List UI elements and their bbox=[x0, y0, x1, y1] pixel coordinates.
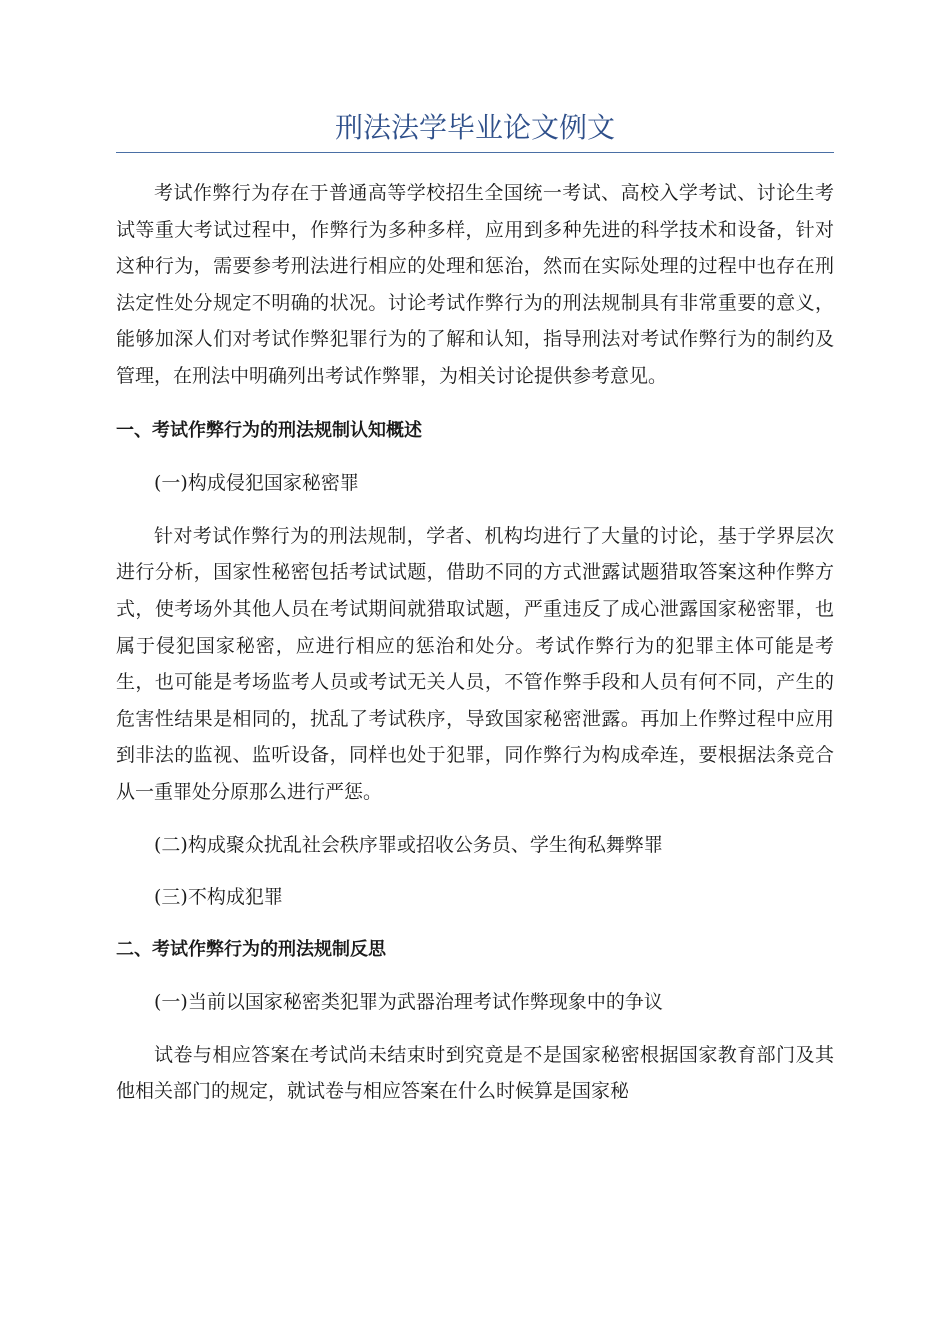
subsection-heading-1-3: (三)不构成犯罪 bbox=[154, 886, 283, 909]
document-title: 刑法法学毕业论文例文 bbox=[116, 108, 834, 153]
section-2-paragraph-1: 试卷与相应答案在考试尚未结束时到究竟是不是国家秘密根据国家教育部门及其他相关部门的规定，就试卷与相应答案在什么时候算是国家秘 bbox=[116, 1043, 834, 1103]
document-page bbox=[116, 108, 834, 1110]
subsection-heading-1-2: (二)构成聚众扰乱社会秩序罪或招收公务员、学生徇私舞弊罪 bbox=[154, 833, 663, 856]
document-body bbox=[116, 175, 834, 1110]
subsection-heading-1-1: (一)构成侵犯国家秘密罪 bbox=[154, 472, 359, 495]
intro-paragraph: 考试作弊行为存在于普通高等学校招生全国统一考试、高校入学考试、讨论生考试等重大考试过程中，作弊行为多种多样，应用到多种先进的科学技术和设备，针对这种行为，需要参考刑法进行相应的处理和惩治，然而在实际处理的过程中也存在刑法定性处分规定不明确的状况。讨论考试作弊行为的刑法规制具有非常重要的意义，能够加深人们对考试作弊犯罪行为的了解和认知，指导刑法对考试作弊行为的制约及管理，在刑法中明确列出考试作弊罪，为相关讨论提供参考意见。 bbox=[116, 182, 834, 387]
section-heading-1: 一、考试作弊行为的刑法规制认知概述 bbox=[116, 419, 422, 441]
section-heading-2: 二、考试作弊行为的刑法规制反思 bbox=[116, 938, 386, 960]
subsection-heading-2-1: (一)当前以国家秘密类犯罪为武器治理考试作弊现象中的争议 bbox=[154, 991, 663, 1014]
section-1-paragraph-1: 针对考试作弊行为的刑法规制，学者、机构均进行了大量的讨论，基于学界层次进行分析，国家性秘密包括考试试题，借助不同的方式泄露试题猎取答案这种作弊方式，使考场外其他人员在考试期间就猎取试题，严重违反了成心泄露国家秘密罪，也属于侵犯国家秘密，应进行相应的惩治和处分。考试作弊行为的犯罪主体可能是考生，也可能是考场监考人员或考试无关人员，不管作弊手段和人员有何不同，产生的危害性结果是相同的，扰乱了考试秩序，导致国家秘密泄露。再加上作弊过程中应用到非法的监视、监听设备，同样也处于犯罪，同作弊行为构成牵连，要根据法条竞合从一重罪处分原那么进行严惩。 bbox=[116, 524, 834, 803]
